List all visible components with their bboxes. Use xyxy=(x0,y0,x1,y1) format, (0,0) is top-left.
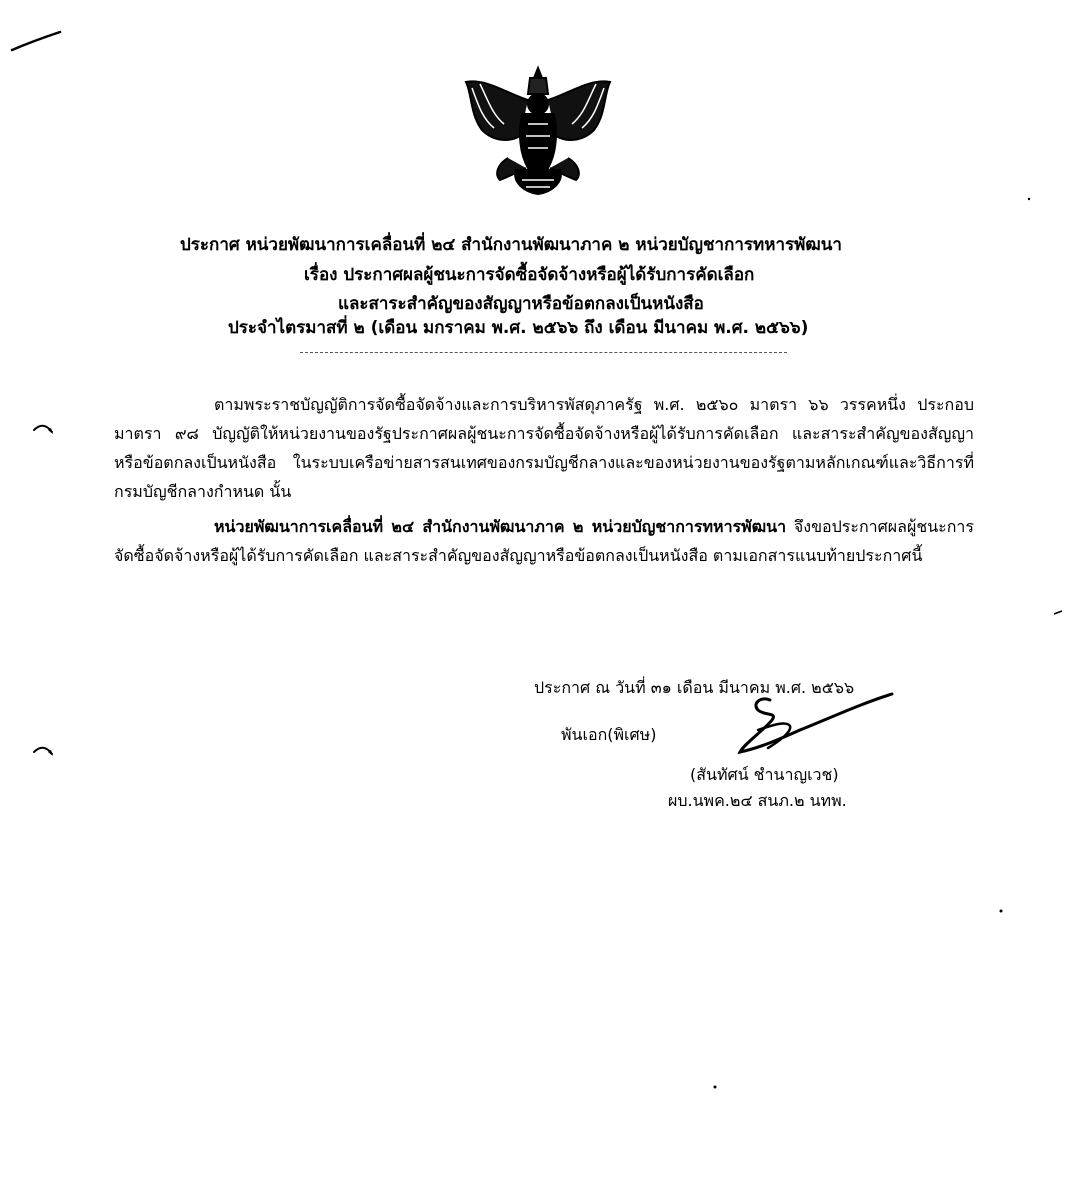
scan-mark-dot xyxy=(998,908,1004,914)
announcement-date: ประกาศ ณ วันที่ ๓๑ เดือน มีนาคม พ.ศ. ๒๕๖๖ xyxy=(534,678,855,697)
heading-divider xyxy=(300,352,787,353)
announcement-title-line1: ประกาศ หน่วยพัฒนาการเคลื่อนที่ ๒๔ สำนักงานพัฒนาภาค ๒ หน่วยบัญชาการทหารพัฒนา xyxy=(180,235,842,255)
scan-mark-dot-2 xyxy=(712,1084,718,1090)
body-paragraph-2-text: จึงขอประกาศผลผู้ชนะการจัดซื้อจัดจ้างหรือผู้ได้รับการคัดเลือก และสาระสำคัญของสัญญาหรือข้อตกลงเป็นหนังสือ ตามเอกสารแนบท้ายประกาศนี้ xyxy=(114,517,975,565)
signer-position: ผบ.นพค.๒๔ สนภ.๒ นทพ. xyxy=(668,791,847,810)
signer-name: (สันทัศน์ ชำนาญเวช) xyxy=(690,765,839,784)
announcement-period-line: ประจำไตรมาสที่ ๒ (เดือน มกราคม พ.ศ. ๒๕๖๖ ถึง เดือน มีนาคม พ.ศ. ๒๕๖๖) xyxy=(228,318,809,338)
garuda-emblem-icon xyxy=(458,64,618,196)
body-paragraph-2-unit-name: หน่วยพัฒนาการเคลื่อนที่ ๒๔ สำนักงานพัฒนาภาค ๒ หน่วยบัญชาการทหารพัฒนา xyxy=(214,517,787,536)
scan-mark-dash xyxy=(1052,608,1066,618)
announcement-subject-line: เรื่อง ประกาศผลผู้ชนะการจัดซื้อจัดจ้างหรือผู้ได้รับการคัดเลือก xyxy=(304,265,755,285)
signer-rank: พันเอก(พิเศษ) xyxy=(561,725,657,744)
scan-mark-hook-2 xyxy=(32,744,56,758)
body-paragraph-2 xyxy=(114,512,974,570)
handwritten-signature xyxy=(730,690,900,770)
body-paragraph-1: ตามพระราชบัญญัติการจัดซื้อจัดจ้างและการบริหารพัสดุภาครัฐ พ.ศ. ๒๕๖๐ มาตรา ๖๖ วรรคหนึ่ง ประกอบมาตรา ๙๘ บัญญัติให้หน่วยงานของรัฐประกาศผลผู้ชนะการจัดซื้อจัดจ้างหรือผู้ได้รับการคัดเลือก และสาระสำคัญของสัญญาหรือข้อตกลงเป็นหนังสือ ในระบบเครือข่ายสารสนเทศของกรมบัญชีกลางและของหน่วยงานของรัฐตามหลักเกณฑ์และวิธีการที่กรมบัญชีกลางกำหนด นั้น xyxy=(114,395,974,501)
scan-mark-hook xyxy=(32,422,56,436)
announcement-subject-line2: และสาระสำคัญของสัญญาหรือข้อตกลงเป็นหนังสือ xyxy=(338,294,704,314)
scan-mark-dot-3 xyxy=(1026,196,1032,202)
scan-mark-stroke xyxy=(8,28,64,54)
